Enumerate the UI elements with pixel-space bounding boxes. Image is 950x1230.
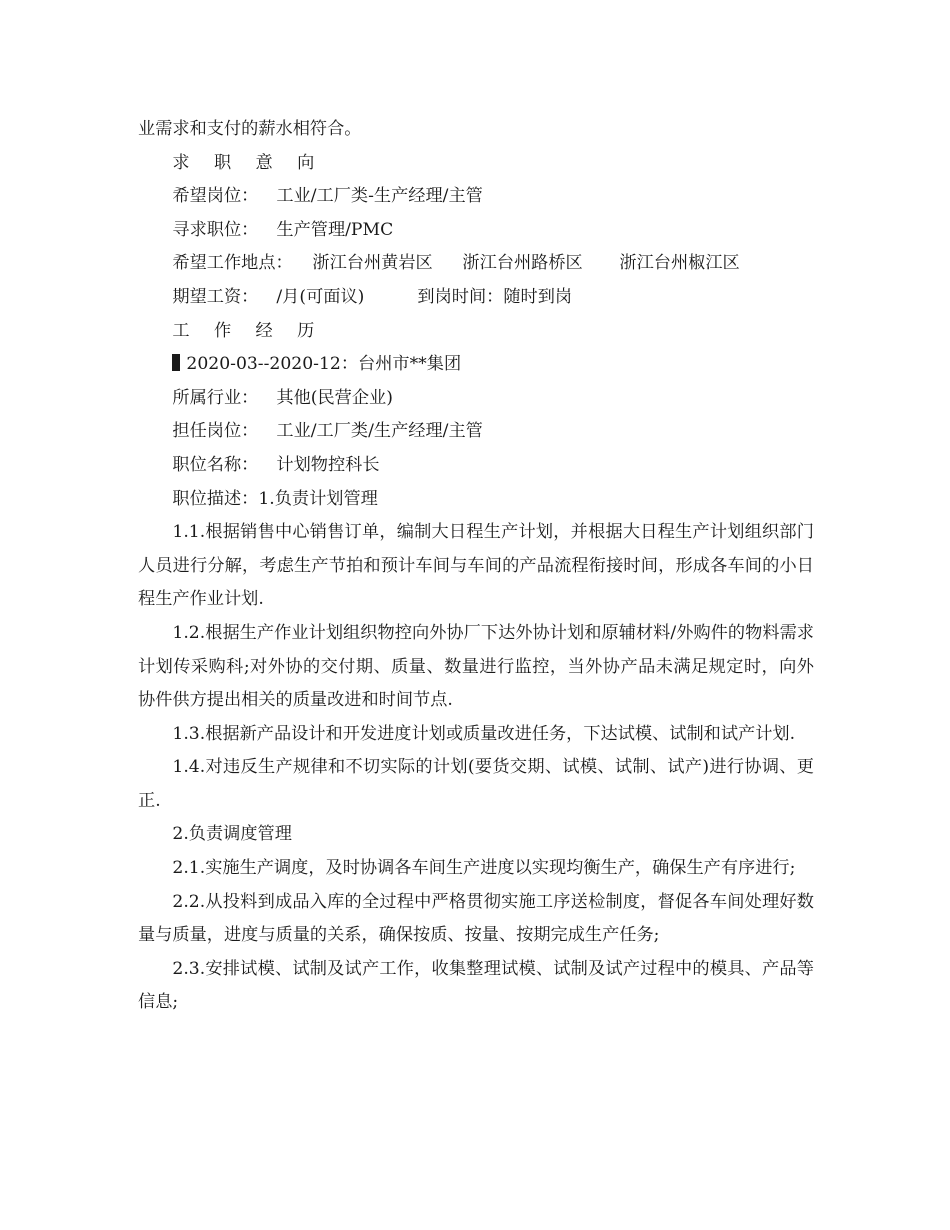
duty-paragraph: 2.1.实施生产调度，及时协调各车间生产进度以实现均衡生产，确保生产有序进行;: [172, 858, 796, 879]
resume-page: [138, 113, 814, 1020]
job-title-row: [138, 449, 814, 483]
post-row: [138, 415, 814, 449]
job-intent-heading: 求 职 意 向: [172, 152, 324, 173]
salary-value: /月(可面议): [276, 286, 365, 307]
duty-paragraph: 1.4.对违反生产规律和不切实际的计划(要货交期、试模、试制、试产)进行协调、更正.: [138, 757, 814, 811]
job-desc-first: 1.负责计划管理: [258, 488, 378, 509]
work-history-heading: 工 作 经 历: [172, 320, 324, 341]
job-desc-label: 职位描述：: [172, 488, 259, 509]
duty-paragraph: 2.2.从投料到成品入库的全过程中严格贯彻实施工序送检制度，督促各车间处理好数量与质量，进度与质量的关系，确保按质、按量、按期完成生产任务;: [138, 891, 814, 946]
work-entry-title-text: 2020-03--2020-12：台州市**集团: [186, 354, 462, 375]
salary-label: 期望工资：: [172, 286, 259, 307]
job-desc-row: [138, 483, 814, 517]
location-row: [138, 247, 814, 281]
location-item: 浙江台州路桥区: [462, 253, 583, 274]
desired-position-row: [138, 180, 814, 214]
start-value: 随时到岗: [503, 286, 573, 307]
duty-section-heading: 2.负责调度管理: [172, 824, 292, 845]
location-item: 浙江台州黄岩区: [312, 253, 433, 274]
job-title-label: 职位名称：: [172, 454, 259, 475]
industry-row: [138, 382, 814, 416]
post-value: 工业/工厂类/生产经理/主管: [276, 421, 483, 442]
start-label: 到岗时间：: [417, 286, 504, 307]
sought-position-value: 生产管理/PMC: [276, 219, 394, 240]
duty-paragraph: 1.3.根据新产品设计和开发进度计划或质量改进任务，下达试模、试制和试产计划.: [172, 723, 796, 744]
desired-position-value: 工业/工厂类-生产经理/主管: [276, 186, 483, 207]
intro-tail: 业需求和支付的薪水相符合。: [138, 119, 362, 139]
duty-paragraph: 1.2.根据生产作业计划组织物控向外协厂下达外协计划和原辅材料/外购件的物料需求计划传采购科;对外协的交付期、质量、数量进行监控，当外协产品未满足规定时，向外协件供方提出相关的质量改进和时间节点.: [138, 622, 814, 711]
salary-row: [138, 281, 814, 315]
post-label: 担任岗位：: [172, 421, 259, 442]
location-label: 希望工作地点：: [172, 253, 293, 274]
industry-label: 所属行业：: [172, 387, 259, 408]
industry-value: 其他(民营企业): [276, 387, 393, 408]
location-item: 浙江台州椒江区: [619, 253, 740, 274]
job-title-value: 计划物控科长: [276, 454, 380, 475]
sought-position-row: [138, 214, 814, 248]
desired-position-label: 希望岗位：: [172, 186, 259, 207]
duty-paragraph: 1.1.根据销售中心销售订单，编制大日程生产计划，并根据大日程生产计划组织部门人员进行分解，考虑生产节拍和预计车间与车间的产品流程衔接时间，形成各车间的小日程生产作业计划.: [138, 522, 814, 610]
work-entry-title: [138, 348, 814, 382]
duty-paragraph: 2.3.安排试模、试制及试产工作，收集整理试模、试制及试产过程中的模具、产品等信息;: [138, 958, 814, 1013]
bullet-marker: [172, 354, 180, 371]
sought-position-label: 寻求职位：: [172, 219, 259, 240]
